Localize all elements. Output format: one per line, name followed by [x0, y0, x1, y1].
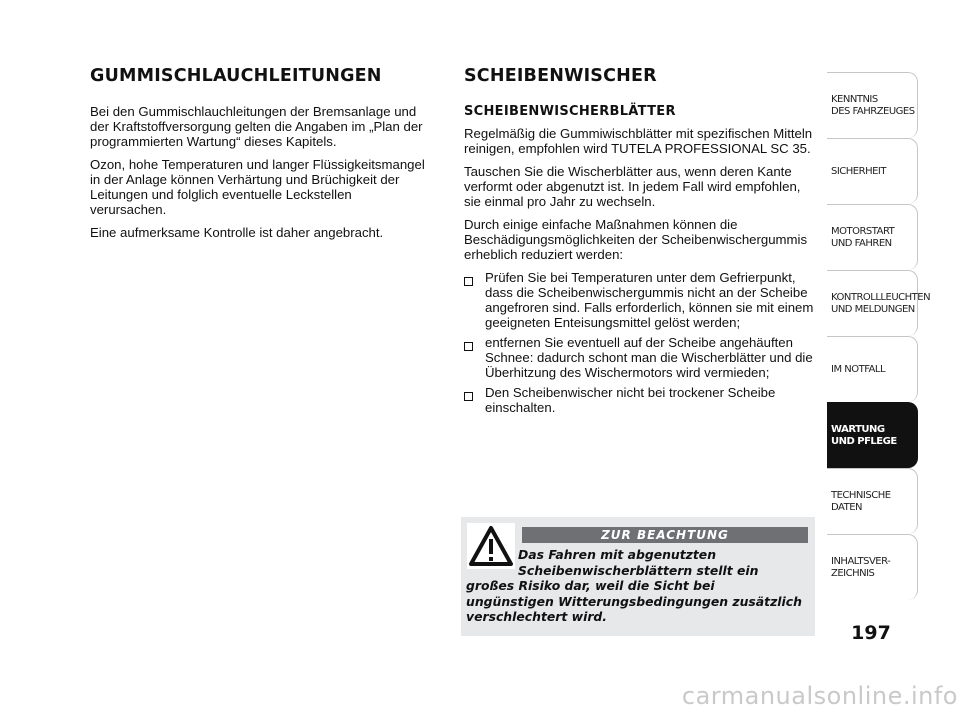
tab-label: TECHNISCHE DATEN [831, 489, 891, 513]
tab-motorstart[interactable] [827, 204, 918, 270]
warning-title: ZUR BEACHTUNG [522, 527, 808, 543]
list-item-text: Prüfen Sie bei Temperaturen unter dem Gefrierpunkt, dass die Scheibenwischergummis nicht an der Scheibe angefroren sind. Falls erforderlich, können sie mit einem geeigneten Enteisungsmittel gelöst werden; [485, 270, 814, 330]
list-item [464, 385, 816, 415]
tab-sicherheit[interactable] [827, 138, 918, 204]
section-heading-wipers: SCHEIBENWISCHER [464, 66, 657, 86]
tab-label: MOTORSTART UND FAHREN [831, 225, 895, 249]
paragraph: Durch einige einfache Maßnahmen können die Beschädigungsmöglichkeiten der Scheibenwischergummis erheblich reduziert werden: [464, 217, 808, 262]
tab-label: IM NOTFALL [831, 363, 886, 375]
paragraph: Ozon, hohe Temperaturen und langer Flüssigkeitsmangel in der Anlage können Verhärtung und Brüchigkeit der Leitungen und folglich eventuelle Leckstellen verursachen. [90, 157, 425, 217]
subheading-wiper-blades: SCHEIBENWISCHERBLÄTTER [464, 104, 676, 119]
list-item-text: Den Scheibenwischer nicht bei trockener Scheibe einschalten. [485, 385, 776, 415]
tab-label: INHALTSVER- ZEICHNIS [831, 555, 891, 579]
right-column [464, 66, 816, 420]
page-number: 197 [851, 622, 891, 644]
tab-inhaltsverzeichnis[interactable] [827, 534, 918, 600]
watermark: carmanualsonline.info [681, 682, 958, 710]
tab-technische-daten[interactable] [827, 468, 918, 534]
list-item [464, 335, 816, 380]
tab-wartung[interactable] [827, 402, 918, 468]
tab-label: KENNTNIS DES FAHRZEUGES [831, 93, 915, 117]
paragraph: Eine aufmerksame Kontrolle ist daher angebracht. [90, 225, 384, 240]
tab-kenntnis[interactable] [827, 72, 918, 138]
warning-text-wrap [466, 547, 806, 625]
checkbox-bullet-icon [464, 342, 473, 351]
tab-label: WARTUNG UND PFLEGE [831, 423, 897, 447]
bullet-list [464, 270, 816, 415]
tab-notfall[interactable] [827, 336, 918, 402]
paragraph: Regelmäßig die Gummiwischblätter mit spezifischen Mitteln reinigen, empfohlen wird TUTELA PROFESSIONAL SC 35. [464, 126, 813, 156]
left-column [90, 66, 425, 248]
tab-kontrollleuchten[interactable] [827, 270, 931, 336]
checkbox-bullet-icon [464, 392, 473, 401]
warning-text: Das Fahren mit abgenutzten Scheibenwischerblättern stellt ein großes Risiko dar, weil die Sicht bei ungünstigen Witterungsbedingungen zusätzlich verschlechtert wird. [466, 547, 802, 624]
paragraph: Tauschen Sie die Wischerblätter aus, wenn deren Kante verformt oder abgenutzt ist. In jedem Fall wird empfohlen, sie einmal pro Jahr zu wechseln. [464, 164, 801, 209]
checkbox-bullet-icon [464, 277, 473, 286]
warning-box [461, 517, 815, 636]
list-item [464, 270, 816, 330]
list-item-text: entfernen Sie eventuell auf der Scheibe angehäuften Schnee: dadurch schont man die Wischerblätter und die Überhitzung des Wischermotors wird vermieden; [485, 335, 813, 380]
chapter-tabs [827, 72, 931, 600]
paragraph: Bei den Gummischlauchleitungen der Bremsanlage und der Kraftstoffversorgung gelten die Angaben im „Plan der programmierten Wartung“ dieses Kapitels. [90, 104, 423, 149]
tab-label: SICHERHEIT [831, 165, 886, 177]
section-heading-hoses: GUMMISCHLAUCHLEITUNGEN [90, 66, 382, 86]
tab-label: KONTROLLLEUCHTEN UND MELDUNGEN [831, 291, 931, 315]
